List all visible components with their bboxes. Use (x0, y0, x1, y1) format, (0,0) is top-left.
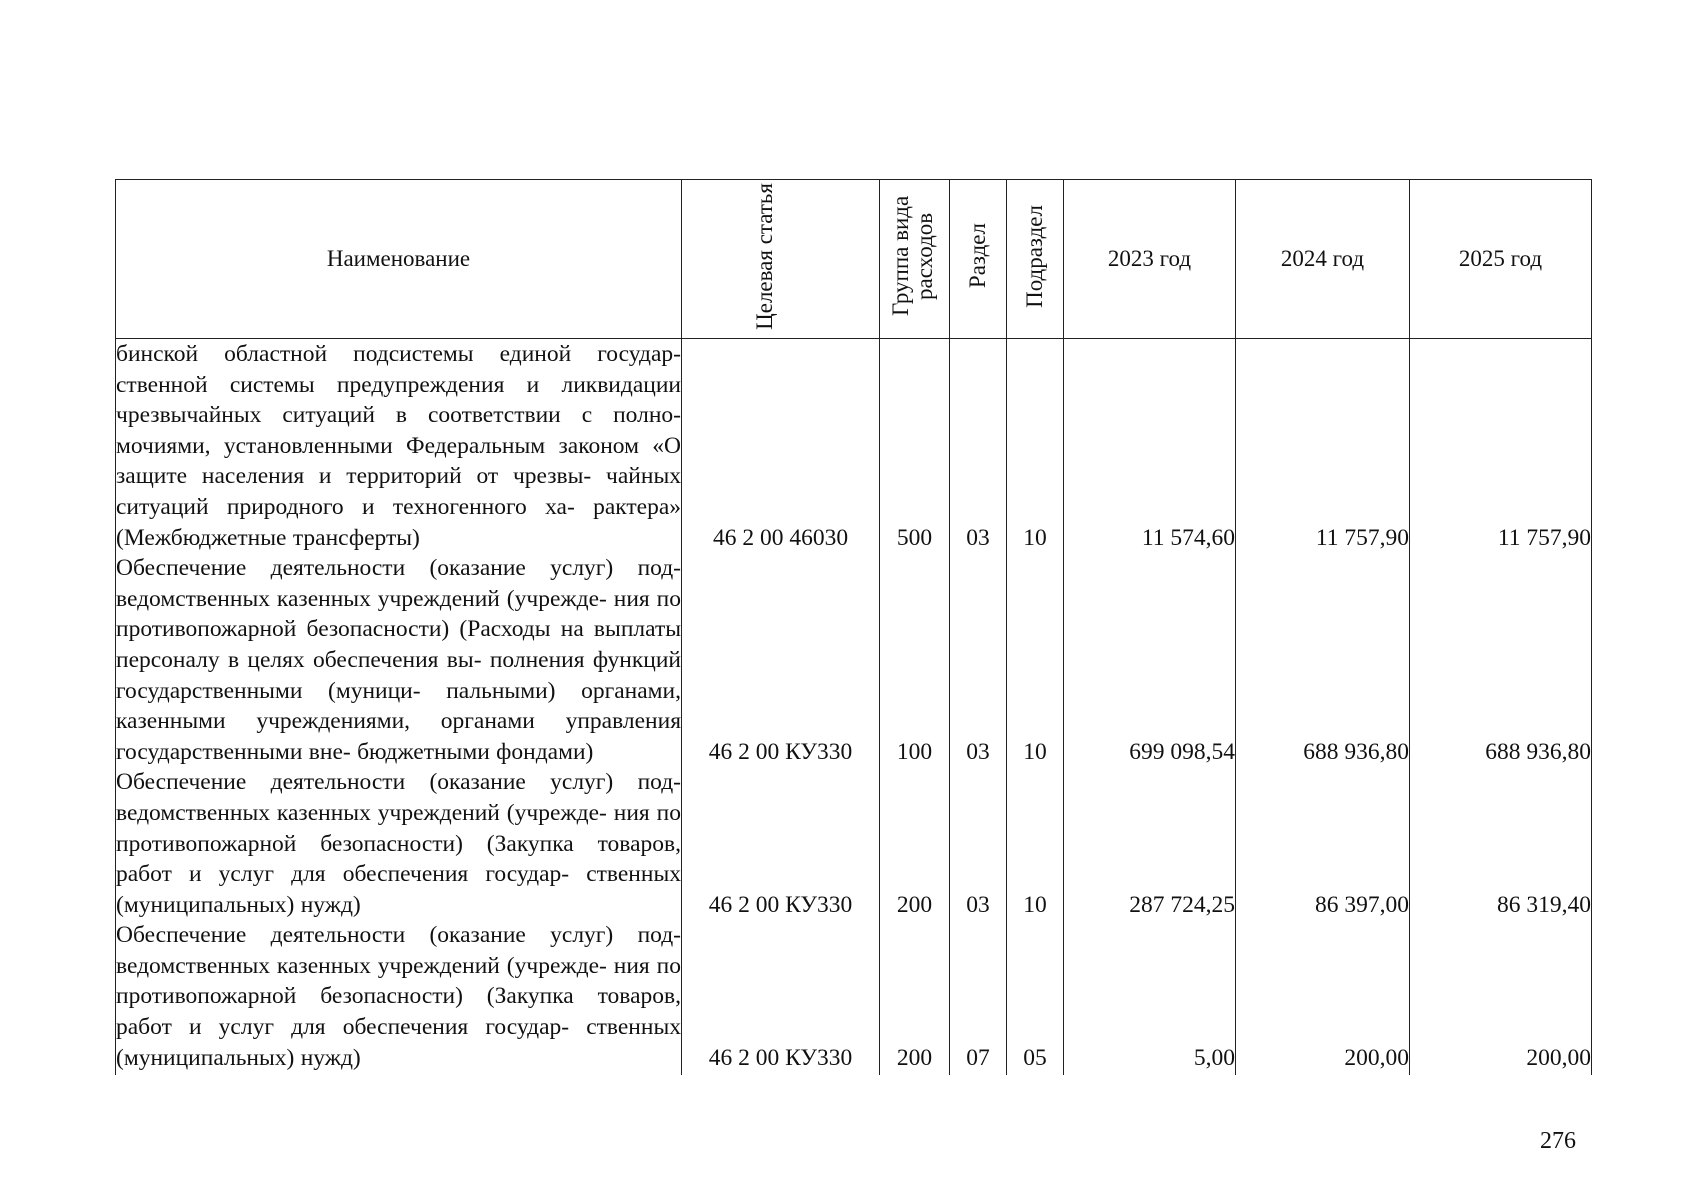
target-article-cell: 46 2 00 46030 (682, 339, 880, 554)
amount-2025-cell: 86 319,40 (1410, 767, 1592, 920)
amount-2025-cell: 200,00 (1410, 920, 1592, 1075)
row-name-cell: Обеспечение деятельности (оказание услуг) под- ведомственных казенных учреждений (учрежде- ния по противопожарной безопасности) (Закупка товаров, работ и услуг для обеспечения государ- ственных (муниципальных) нужд) (116, 767, 682, 920)
target-article-cell: 46 2 00 КУ330 (682, 553, 880, 767)
table-row (116, 920, 1592, 1075)
row-name-cell: бинской областной подсистемы единой государ- ственной системы предупреждения и ликвидации чрезвычайных ситуаций в соответствии с полно- мочиями, установленными Федеральным законом «О защите населения и территорий от чрезвы- чайных ситуаций природного и техногенного ха- рактера» (Межбюджетные трансферты) (116, 339, 682, 554)
header-2025: 2025 год (1410, 180, 1592, 339)
header-expense-group: Группа вида расходов (880, 180, 950, 339)
table-row (116, 553, 1592, 767)
header-row (116, 180, 1592, 339)
target-article-cell: 46 2 00 КУ330 (682, 920, 880, 1075)
header-section: Раздел (950, 180, 1007, 339)
header-subsection: Подраздел (1007, 180, 1064, 339)
expense-group-cell: 200 (880, 767, 950, 920)
amount-2024-cell: 86 397,00 (1236, 767, 1410, 920)
section-cell: 03 (950, 339, 1007, 554)
amount-2024-cell: 688 936,80 (1236, 553, 1410, 767)
header-2023: 2023 год (1064, 180, 1236, 339)
target-article-cell: 46 2 00 КУ330 (682, 767, 880, 920)
section-cell: 03 (950, 767, 1007, 920)
expense-group-cell: 500 (880, 339, 950, 554)
amount-2024-cell: 11 757,90 (1236, 339, 1410, 554)
section-cell: 03 (950, 553, 1007, 767)
amount-2023-cell: 287 724,25 (1064, 767, 1236, 920)
subsection-cell: 10 (1007, 767, 1064, 920)
header-2024: 2024 год (1236, 180, 1410, 339)
header-target-article: Целевая статья (682, 180, 880, 339)
amount-2023-cell: 11 574,60 (1064, 339, 1236, 554)
amount-2025-cell: 688 936,80 (1410, 553, 1592, 767)
amount-2023-cell: 699 098,54 (1064, 553, 1236, 767)
table-row (116, 767, 1592, 920)
subsection-cell: 05 (1007, 920, 1064, 1075)
page-number: 276 (1540, 1128, 1576, 1154)
section-cell: 07 (950, 920, 1007, 1075)
table-row (116, 339, 1592, 554)
budget-table (115, 179, 1592, 1075)
subsection-cell: 10 (1007, 339, 1064, 554)
amount-2024-cell: 200,00 (1236, 920, 1410, 1075)
subsection-cell: 10 (1007, 553, 1064, 767)
row-name-cell: Обеспечение деятельности (оказание услуг) под- ведомственных казенных учреждений (учрежде- ния по противопожарной безопасности) (Закупка товаров, работ и услуг для обеспечения государ- ственных (муниципальных) нужд) (116, 920, 682, 1075)
header-name: Наименование (116, 180, 682, 339)
expense-group-cell: 200 (880, 920, 950, 1075)
amount-2025-cell: 11 757,90 (1410, 339, 1592, 554)
row-name-cell: Обеспечение деятельности (оказание услуг) под- ведомственных казенных учреждений (учрежде- ния по противопожарной безопасности) (Расходы на выплаты персоналу в целях обеспечения вы- полнения функций государственными (муници- пальными) органами, казенными учреждениями, органами управления государственными вне- бюджетными фондами) (116, 553, 682, 767)
amount-2023-cell: 5,00 (1064, 920, 1236, 1075)
expense-group-cell: 100 (880, 553, 950, 767)
